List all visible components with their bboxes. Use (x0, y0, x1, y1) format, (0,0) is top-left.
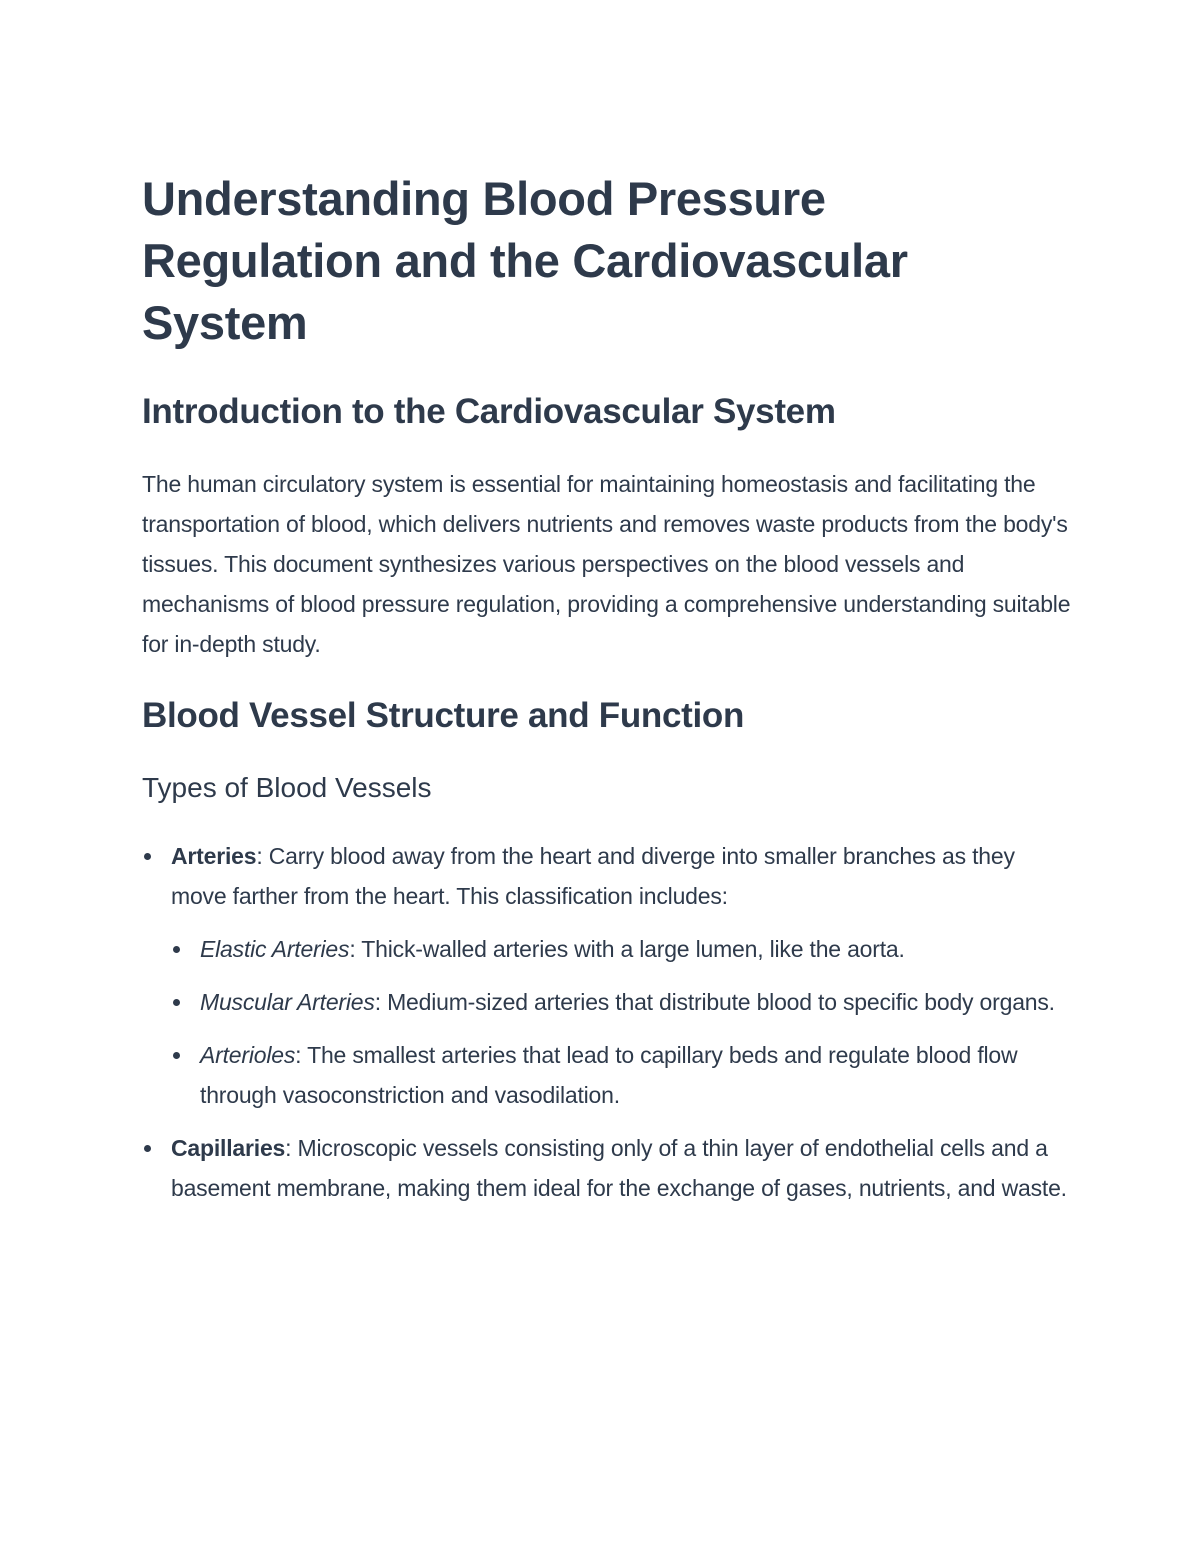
muscular-arteries-text: : Medium-sized arteries that distribute blood to specific body organs. (374, 989, 1055, 1015)
bullet-icon (144, 853, 151, 860)
list-item-muscular-arteries (171, 982, 1072, 1022)
muscular-arteries-term: Muscular Arteries (200, 989, 375, 1015)
intro-heading: Introduction to the Cardiovascular System (142, 392, 836, 431)
bullet-icon (173, 1052, 180, 1059)
bullet-icon (173, 946, 180, 953)
list-item-capillaries (142, 1128, 1072, 1208)
capillaries-term: Capillaries (171, 1135, 286, 1161)
arterioles-term: Arterioles (200, 1042, 296, 1068)
bullet-icon (173, 999, 180, 1006)
vessel-types-subheading: Types of Blood Vessels (142, 772, 432, 803)
vessels-heading: Blood Vessel Structure and Function (142, 696, 745, 735)
artery-subtypes-list (171, 929, 1072, 1115)
arteries-term: Arteries (171, 843, 257, 869)
document-title: Understanding Blood Pressure Regulation and the Cardiovascular System (142, 172, 908, 349)
list-item-arteries (142, 836, 1072, 1115)
intro-paragraph: The human circulatory system is essential for maintaining homeostasis and facilitating the transportation of blood, which delivers nutrients and removes waste products from the body's tissues. This document synthesizes various perspectives on the blood vessels and mechanisms of blood pressure regulation, providing a comprehensive understanding suitable for in-depth study. (142, 471, 1071, 657)
arterioles-text: : The smallest arteries that lead to capillary beds and regulate blood flow through vasoconstriction and vasodilation. (200, 1042, 1018, 1108)
elastic-arteries-text: : Thick-walled arteries with a large lumen, like the aorta. (349, 936, 905, 962)
capillaries-text: : Microscopic vessels consisting only of a thin layer of endothelial cells and a basement membrane, making them ideal for the exchange of gases, nutrients, and waste. (171, 1135, 1067, 1201)
vessel-types-list (142, 836, 1072, 1208)
elastic-arteries-term: Elastic Arteries (200, 936, 350, 962)
list-item-arterioles (171, 1035, 1072, 1115)
list-item-elastic-arteries (171, 929, 1072, 969)
bullet-icon (144, 1145, 151, 1152)
arteries-text: : Carry blood away from the heart and diverge into smaller branches as they move farther from the heart. This classification includes: (171, 843, 1015, 909)
document-page (142, 168, 1072, 1221)
